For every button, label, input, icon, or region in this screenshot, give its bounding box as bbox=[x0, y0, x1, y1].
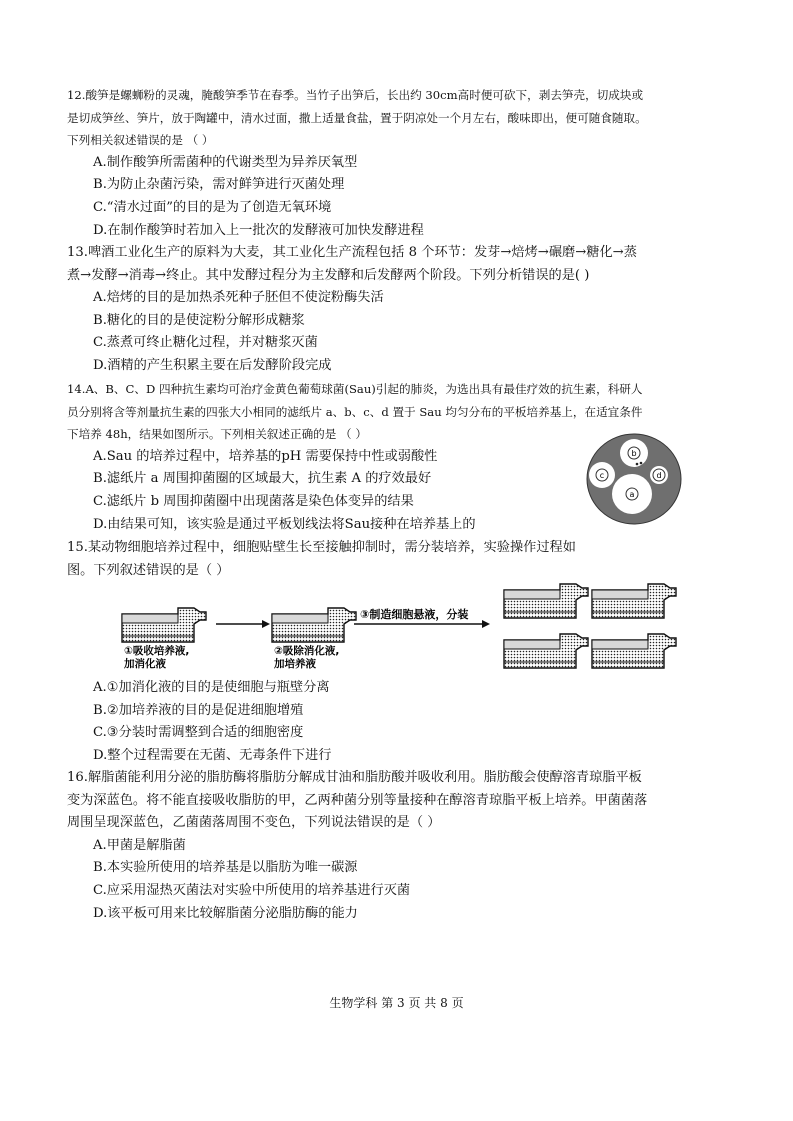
q12-option-a: A.制作酸笋所需菌种的代谢类型为异养厌氧型 bbox=[93, 154, 358, 170]
disc-c bbox=[589, 462, 615, 488]
q15-option-d: D.整个过程需要在无菌、无毒条件下进行 bbox=[93, 747, 332, 763]
q14-option-a: A.Sau 的培养过程中，培养基的pH 需要保持中性或弱酸性 bbox=[93, 448, 438, 464]
q16-stem-line2: 变为深蓝色。将不能直接吸收脂肪的甲，乙两种菌分别等量接种在醇溶青琼脂平板上培养。甲菌菌落 bbox=[67, 792, 648, 808]
question-15-options bbox=[67, 677, 747, 767]
flask-step2 bbox=[272, 608, 356, 642]
flask-result-3 bbox=[504, 634, 588, 668]
question-13 bbox=[67, 242, 747, 378]
svg-text:a: a bbox=[629, 490, 635, 499]
step2-label-line2: 加培养液 bbox=[274, 658, 316, 670]
svg-text:d: d bbox=[656, 471, 662, 480]
q14-stem-line3: 下培养 48h，结果如图所示。下列相关叙述正确的是 （ ） bbox=[67, 427, 367, 442]
svg-text:c: c bbox=[599, 471, 605, 480]
q13-option-a: A.焙烤的目的是加热杀死种子胚但不使淀粉酶失活 bbox=[93, 290, 384, 306]
q14-option-b: B.滤纸片 a 周围抑菌圈的区域最大，抗生素 A 的疗效最好 bbox=[93, 471, 432, 487]
q13-option-d: D.酒精的产生积累主要在后发酵阶段完成 bbox=[93, 357, 332, 373]
question-16 bbox=[67, 767, 747, 925]
flask-result-1 bbox=[504, 584, 588, 618]
q12-option-c: C.“清水过面”的目的是为了创造无氧环境 bbox=[93, 199, 332, 215]
q13-stem-line2: 煮→发酵→消毒→终止。其中发酵过程分为主发酵和后发酵两个阶段。下列分析错误的是( ) bbox=[67, 267, 590, 283]
q12-option-d: D.在制作酸笋时若加入上一批次的发酵液可加快发酵进程 bbox=[93, 222, 424, 238]
q16-option-a: A.甲菌是解脂菌 bbox=[93, 837, 186, 853]
q14-option-d: D.由结果可知，该实验是通过平板划线法将Sau接种在培养基上的 bbox=[93, 516, 476, 532]
q14-stem-line1: 14.A、B、C、D 四种抗生素均可治疗金黄色葡萄球菌(Sau)引起的肺炎，为选出具有最佳疗效的抗生素，科研人 bbox=[67, 382, 643, 396]
flask-step1 bbox=[122, 608, 206, 642]
q16-stem-line1: 16.解脂菌能利用分泌的脂肪酶将脂肪分解成甘油和脂肪酸并吸收利用。脂肪酸会使醇溶青琼脂平板 bbox=[67, 770, 642, 785]
q12-stem-line1: 12.酸笋是螺蛳粉的灵魂，腌酸笋季节在春季。当竹子出笋后，长出约 30cm高时便可砍下，剥去笋壳，切成块或 bbox=[67, 88, 644, 102]
svg-text:b: b bbox=[631, 449, 637, 458]
q13-stem-line1: 13.啤酒工业化生产的原料为大麦，其工业化生产流程包括 8 个环节：发芽→焙烤→碾磨→糖化→蒸 bbox=[67, 245, 637, 260]
disc-d bbox=[650, 466, 668, 484]
q15-option-a: A.①加消化液的目的是使细胞与瓶壁分离 bbox=[93, 680, 330, 695]
q15-option-b: B.②加培养液的目的是促进细胞增殖 bbox=[93, 702, 304, 718]
q15-option-c: C.③分装时需调整到合适的细胞密度 bbox=[93, 725, 304, 741]
q16-option-d: D.该平板可用来比较解脂菌分泌脂肪酶的能力 bbox=[93, 905, 358, 921]
q12-option-b: B.为防止杂菌污染，需对鲜笋进行灭菌处理 bbox=[93, 177, 345, 193]
question-15 bbox=[67, 537, 747, 582]
q13-option-c: C.蒸煮可终止糖化过程，并对糖浆灭菌 bbox=[93, 335, 318, 351]
q16-option-c: C.应采用湿热灭菌法对实验中所使用的培养基进行灭菌 bbox=[93, 882, 411, 898]
q12-stem-line2: 是切成笋丝、笋片，放于陶罐中，清水过面，撒上适量食盐，置于阴凉处一个月左右，酸味即出，便可随食随取。 bbox=[67, 110, 647, 125]
q13-option-b: B.糖化的目的是使淀粉分解形成糖浆 bbox=[93, 312, 305, 328]
question-12 bbox=[67, 84, 747, 242]
disc-a bbox=[612, 474, 652, 514]
cell-culture-process-figure bbox=[118, 582, 698, 674]
step1-label-line1: ①吸收培养液, bbox=[124, 645, 190, 657]
flask-result-2 bbox=[592, 584, 676, 618]
flask-result-4 bbox=[592, 634, 676, 668]
q14-stem-line2: 员分别将含等剂量抗生素的四张大小相同的滤纸片 a、b、c、d 置于 Sau 均匀分布的平板培养基上，在适宜条件 bbox=[67, 404, 643, 419]
q16-option-b: B.本实验所使用的培养基是以脂肪为唯一碳源 bbox=[93, 860, 358, 876]
step3-label: ③制造细胞悬液，分装 bbox=[360, 608, 469, 621]
q14-option-c: C.滤纸片 b 周围抑菌圈中出现菌落是染色体变异的结果 bbox=[93, 493, 414, 509]
disc-b bbox=[620, 439, 648, 467]
step2-label-line1: ②吸除消化液, bbox=[274, 645, 340, 657]
q15-stem-line1: 15.某动物细胞培养过程中，细胞贴壁生长至接触抑制时，需分装培养，实验操作过程如 bbox=[67, 540, 576, 555]
petri-dish-figure bbox=[585, 432, 683, 526]
step1-label-line2: 加消化液 bbox=[124, 658, 166, 670]
q15-stem-line2: 图。下列叙述错误的是（ ） bbox=[67, 562, 230, 578]
q16-stem-line3: 周围呈现深蓝色，乙菌菌落周围不变色，下列说法错误的是（ ） bbox=[67, 815, 441, 831]
page-footer: 生物学科 第 3 页 共 8 页 bbox=[329, 996, 464, 1010]
q12-stem-line3: 下列相关叙述错误的是 （ ） bbox=[67, 133, 214, 148]
